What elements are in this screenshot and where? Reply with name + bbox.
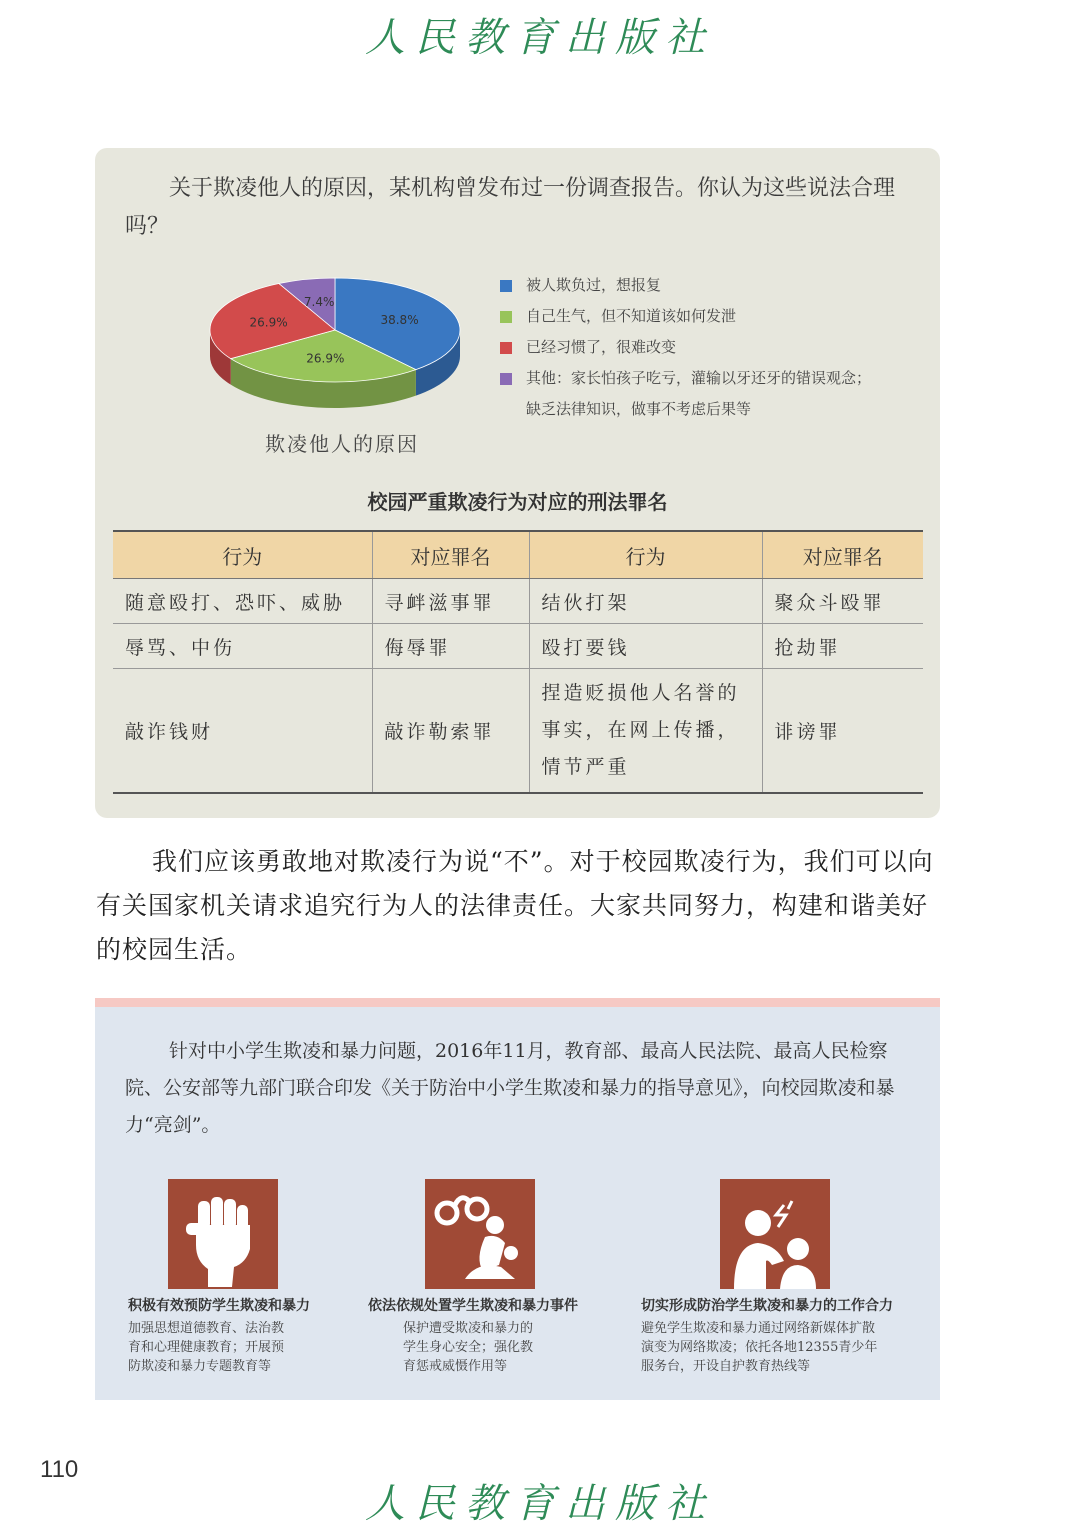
header-crime: 对应罪名 [762, 531, 923, 579]
table-title: 校园严重欺凌行为对应的刑法罪名 [367, 490, 668, 514]
legend-swatch [500, 373, 512, 385]
table-cell: 辱骂、中伤 [113, 624, 372, 669]
survey-intro: 关于欺凌他人的原因，某机构曾发布过一份调查报告。你认为这些说法合理吗？ [125, 176, 896, 239]
header-behavior: 行为 [529, 531, 762, 579]
pie-data-label: 26.9% [306, 351, 345, 366]
legend-label: 被人欺负过，想报复 [526, 276, 662, 294]
measure-description: 避免学生欺凌和暴力通过网络新媒体扩散 演变为网络欺凌；依托各地12355青少年 服务台，开设自护教育热线等 [641, 1321, 878, 1374]
legend-item [500, 363, 930, 425]
legend-item [500, 301, 930, 332]
people-cooperation-icon [720, 1179, 830, 1289]
chart-title: 欺凌他人的原因 [265, 432, 419, 456]
crime-table [113, 530, 923, 794]
table-cell: 敲诈勒索罪 [372, 669, 529, 794]
legend-swatch [500, 311, 512, 323]
table-cell: 寻衅滋事罪 [372, 579, 529, 624]
policy-note-card [95, 998, 940, 1400]
table-cell: 敲诈钱财 [113, 669, 372, 794]
pie-chart [205, 258, 475, 428]
table-row [113, 669, 923, 794]
survey-card [95, 148, 940, 818]
note-text: 针对中小学生欺凌和暴力问题，2016年11月，教育部、最高人民法院、最高人民检察院、公安部等九部门联合印发《关于防治中小学生欺凌和暴力的指导意见》，向校园欺凌和暴力“亮剑”。 [125, 1040, 895, 1136]
measure-description: 保护遭受欺凌和暴力的 学生身心安全；强化教 育惩戒威慑作用等 [403, 1321, 534, 1374]
legend-item [500, 270, 930, 301]
table-cell: 抢劫罪 [762, 624, 923, 669]
header-behavior: 行为 [113, 531, 372, 579]
table-row [113, 579, 923, 624]
measure-title: 依法依规处置学生欺凌和暴力事件 [368, 1298, 578, 1314]
pie-data-label: 38.8% [380, 313, 419, 328]
body-paragraph: 我们应该勇敢地对欺凌行为说“不”。对于校园欺凌行为，我们可以向有关国家机关请求追究行为人的法律责任。大家共同努力，构建和谐美好的校园生活。 [96, 847, 934, 964]
table-row [113, 624, 923, 669]
table-cell: 结伙打架 [529, 579, 762, 624]
chart-legend [500, 270, 930, 425]
legend-swatch [500, 342, 512, 354]
legend-swatch [500, 280, 512, 292]
page-number: 110 [40, 1456, 79, 1483]
raised-fist-icon [168, 1179, 278, 1289]
legend-label: 已经习惯了，很难改变 [526, 338, 677, 356]
publisher-footer: 人民教育出版社 [365, 1481, 715, 1527]
pie-data-label: 7.4% [303, 295, 335, 310]
publisher-header: 人民教育出版社 [365, 15, 715, 61]
measure-title: 切实形成防治学生欺凌和暴力的工作合力 [641, 1298, 893, 1314]
table-cell: 捏造贬损他人名誉的事实，在网上传播，情节严重 [529, 669, 762, 794]
table-cell: 殴打要钱 [529, 624, 762, 669]
table-cell: 侮辱罪 [372, 624, 529, 669]
table-header-row [113, 531, 923, 579]
handcuffs-protect-icon [425, 1179, 535, 1289]
legend-label: 自己生气，但不知道该如何发泄 [526, 307, 737, 325]
legend-label: 其他：家长怕孩子吃亏，灌输以牙还牙的错误观念； 缺乏法律知识，做事不考虑后果等 [526, 369, 872, 418]
header-crime: 对应罪名 [372, 531, 529, 579]
measure-description: 加强思想道德教育、法治教 育和心理健康教育；开展预 防欺凌和暴力专题教育等 [128, 1321, 285, 1374]
table-cell: 诽谤罪 [762, 669, 923, 794]
table-cell: 聚众斗殴罪 [762, 579, 923, 624]
table-cell: 随意殴打、恐吓、威胁 [113, 579, 372, 624]
legend-item [500, 332, 930, 363]
measure-title: 积极有效预防学生欺凌和暴力 [128, 1298, 310, 1314]
pie-data-label: 26.9% [249, 315, 288, 330]
